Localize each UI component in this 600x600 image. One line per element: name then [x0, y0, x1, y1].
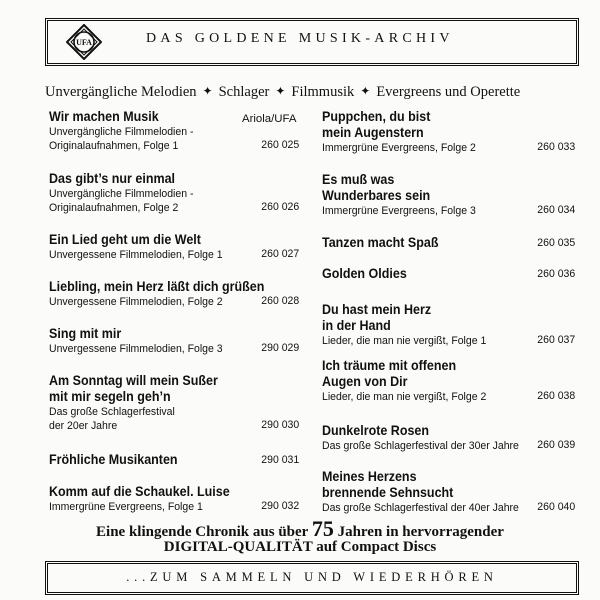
catalog-number: 260 033: [537, 141, 575, 153]
entry-subtitle: Unvergessene Filmmelodien, Folge 1: [49, 249, 223, 261]
list-item: [49, 109, 299, 153]
entry-title: Ich träume mit offenen: [322, 358, 457, 373]
list-item: [49, 373, 299, 433]
footer-box: [45, 561, 579, 595]
entry-title: Sing mit mir: [49, 326, 122, 341]
entry-title: Ein Lied geht um die Welt: [49, 232, 201, 247]
star-separator-icon: ✦: [275, 84, 286, 98]
list-item: [322, 109, 575, 155]
logo-text: UFA: [76, 38, 92, 47]
entry-subtitle: Originalaufnahmen, Folge 1: [49, 140, 179, 152]
entry-title-line2: mein Augenstern: [322, 125, 424, 140]
star-separator-icon: ✦: [360, 84, 371, 98]
entry-title-line2: Wunderbares sein: [322, 188, 431, 203]
list-item: [322, 469, 575, 515]
tagline-text: Eine klingende Chronik aus über: [96, 524, 309, 540]
entry-subtitle: Immergrüne Evergreens, Folge 3: [322, 205, 476, 217]
entry-title: Fröhliche Musikanten: [49, 452, 178, 467]
catalog-number: 260 040: [537, 501, 575, 513]
tagline-text: Jahren in hervorragender: [337, 524, 504, 540]
list-item: [49, 326, 299, 356]
list-item: [322, 235, 575, 251]
entry-title-line2: mit mir segeln geh’n: [49, 389, 171, 404]
entry-title: Das gibt’s nur einmal: [49, 171, 176, 186]
entry-subtitle: Das große Schlagerfestival der 30er Jahre: [322, 440, 519, 452]
list-item: [49, 452, 299, 468]
list-item: [49, 279, 299, 309]
entry-subtitle: Unvergängliche Filmmelodien -: [49, 188, 194, 200]
catalog-number: 290 029: [261, 342, 299, 354]
entry-subtitle: Unvergessene Filmmelodien, Folge 3: [49, 343, 223, 355]
catalog-number: 260 028: [261, 295, 299, 307]
category-item: Filmmusik: [291, 84, 355, 100]
entry-subtitle: Originalaufnahmen, Folge 2: [49, 202, 179, 214]
category-item: Schlager: [218, 84, 270, 100]
entry-subtitle: Immergrüne Evergreens, Folge 2: [322, 142, 476, 154]
entry-subtitle: Immergrüne Evergreens, Folge 1: [49, 501, 203, 513]
entry-subtitle: Unvergessene Filmmelodien, Folge 2: [49, 296, 223, 308]
entry-title: Wir machen Musik: [49, 109, 159, 124]
category-item: Unvergängliche Melodien: [45, 84, 197, 100]
header-box: [45, 18, 579, 66]
entry-subtitle: Lieder, die man nie vergißt, Folge 1: [322, 335, 487, 347]
list-item: [322, 423, 575, 453]
entry-title: Liebling, mein Herz läßt dich grüßen: [49, 279, 265, 294]
entry-title: Komm auf die Schaukel. Luise: [49, 484, 230, 499]
ufa-logo: [66, 24, 102, 60]
catalog-number: 290 032: [261, 500, 299, 512]
footer-text: ...ZUM SAMMELN UND WIEDERHÖREN: [126, 570, 498, 584]
list-item: [49, 484, 299, 514]
list-item: [322, 172, 575, 218]
entry-subtitle: der 20er Jahre: [49, 420, 118, 432]
entry-title-line2: brennende Sehnsucht: [322, 485, 454, 500]
entry-title: Puppchen, du bist: [322, 109, 431, 124]
entry-title: Dunkelrote Rosen: [322, 423, 430, 438]
catalog-number: 260 035: [537, 237, 575, 249]
entry-title: Tanzen macht Spaß: [322, 235, 439, 250]
catalog-number: 260 037: [537, 334, 575, 346]
catalog-number: 260 026: [261, 201, 299, 213]
list-item: [322, 358, 575, 404]
tagline-number: 75: [311, 516, 334, 541]
entry-subtitle: Das große Schlagerfestival: [49, 406, 175, 418]
catalog-number: 260 039: [537, 439, 575, 451]
list-item: [49, 171, 299, 215]
entry-title: Es muß was: [322, 172, 395, 187]
entry-title: Du hast mein Herz: [322, 302, 432, 317]
tagline-line-2: DIGITAL-QUALITÄT auf Compact Discs: [163, 539, 437, 555]
entry-subtitle: Das große Schlagerfestival der 40er Jahre: [322, 502, 519, 514]
catalog-number: 260 025: [261, 139, 299, 151]
entry-title: Golden Oldies: [322, 266, 407, 281]
list-item: [49, 232, 299, 262]
catalog-number: 260 038: [537, 390, 575, 402]
list-item: [322, 266, 575, 282]
star-separator-icon: ✦: [202, 84, 213, 98]
entry-title-line2: Augen von Dir: [322, 374, 408, 389]
entry-title: Meines Herzens: [322, 469, 417, 484]
catalog-number: 260 034: [537, 204, 575, 216]
label-ariola-ufa: Ariola/UFA: [242, 113, 297, 125]
catalog-number: 290 031: [261, 454, 299, 466]
entry-subtitle: Unvergängliche Filmmelodien -: [49, 126, 194, 138]
list-item: [322, 302, 575, 348]
category-item: Evergreens und Operette: [376, 84, 521, 100]
catalog-number: 290 030: [261, 419, 299, 431]
entry-title: Am Sonntag will mein Sußer: [49, 373, 218, 388]
catalog-number: 260 027: [261, 248, 299, 260]
entry-title-line2: in der Hand: [322, 318, 391, 333]
entry-subtitle: Lieder, die man nie vergißt, Folge 2: [322, 391, 487, 403]
catalog-number: 260 036: [537, 268, 575, 280]
category-line: [45, 84, 520, 101]
header-title: DAS GOLDENE MUSIK-ARCHIV: [146, 31, 454, 46]
